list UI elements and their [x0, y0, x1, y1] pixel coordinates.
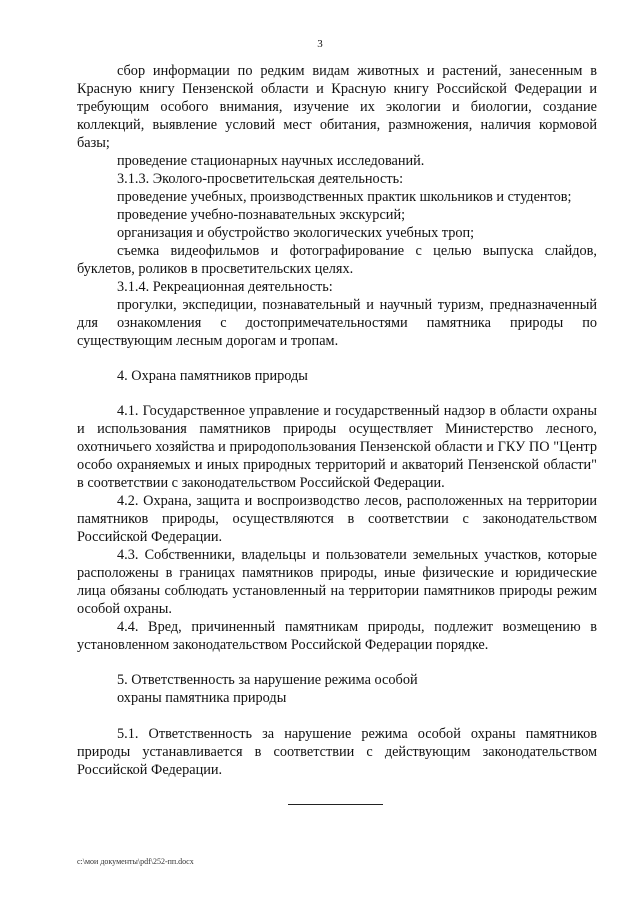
section-4-heading: 4. Охрана памятников природы: [117, 368, 308, 384]
paragraph: организация и обустройство экологических учебных троп;: [117, 225, 475, 241]
paragraph: 5.1. Ответственность за нарушение режима особой охраны памятников природы устанавливается в соответствии с действующим законодательством Российской Федерации.: [77, 726, 597, 778]
document-body: [77, 62, 597, 779]
file-path-footer: c:\мои документы\pdf\252-пп.docx: [77, 857, 194, 866]
paragraph: 4.2. Охрана, защита и воспроизводство лесов, расположенных на территории памятников природы, осуществляются в соответствии с законодательством Российской Федерации.: [77, 493, 597, 545]
paragraph: 3.1.4. Рекреационная деятельность:: [117, 279, 333, 295]
paragraph: проведение учебно-познавательных экскурсий;: [117, 207, 406, 223]
section-5-heading-line2: охраны памятника природы: [117, 690, 287, 706]
paragraph: 3.1.3. Эколого-просветительская деятельность:: [117, 171, 404, 187]
paragraph: 4.1. Государственное управление и государственный надзор в области охраны и использования памятников природы осуществляет Министерство лесного, охотничьего хозяйства и природопользования Пензенской области и ГКУ ПО "Центр особо охраняемых и иных природных территорий и акваторий Пензенской области" в соответствии с законодательством Российской Федерации.: [77, 403, 597, 491]
paragraph: 4.4. Вред, причиненный памятникам природы, подлежит возмещению в установленном законодательством Российской Федерации порядке.: [77, 619, 597, 653]
paragraph: съемка видеофильмов и фотографирование с целью выпуска слайдов, буклетов, роликов в просветительских целях.: [77, 243, 597, 277]
end-rule: [288, 804, 383, 805]
paragraph: проведение стационарных научных исследований.: [117, 153, 425, 169]
paragraph: проведение учебных, производственных практик школьников и студентов;: [117, 189, 572, 205]
paragraph: сбор информации по редким видам животных и растений, занесенным в Красную книгу Пензенской области и Красную книгу Российской Федерации и требующим особого внимания, изучение их экологии и биологии, создание коллекций, выявление условий мест обитания, размножения, наличия кормовой базы;: [77, 63, 597, 151]
page-number: 3: [317, 38, 323, 50]
paragraph: 4.3. Собственники, владельцы и пользователи земельных участков, которые расположены в границах памятников природы, иные физические и юридические лица обязаны соблюдать установленный на территории памятников природы режим особой охраны.: [77, 547, 597, 617]
section-5-heading-line1: 5. Ответственность за нарушение режима особой: [117, 672, 418, 688]
paragraph: прогулки, экспедиции, познавательный и научный туризм, предназначенный для ознакомления с достопримечательностями памятника природы по существующим лесным дорогам и тропам.: [77, 297, 597, 349]
